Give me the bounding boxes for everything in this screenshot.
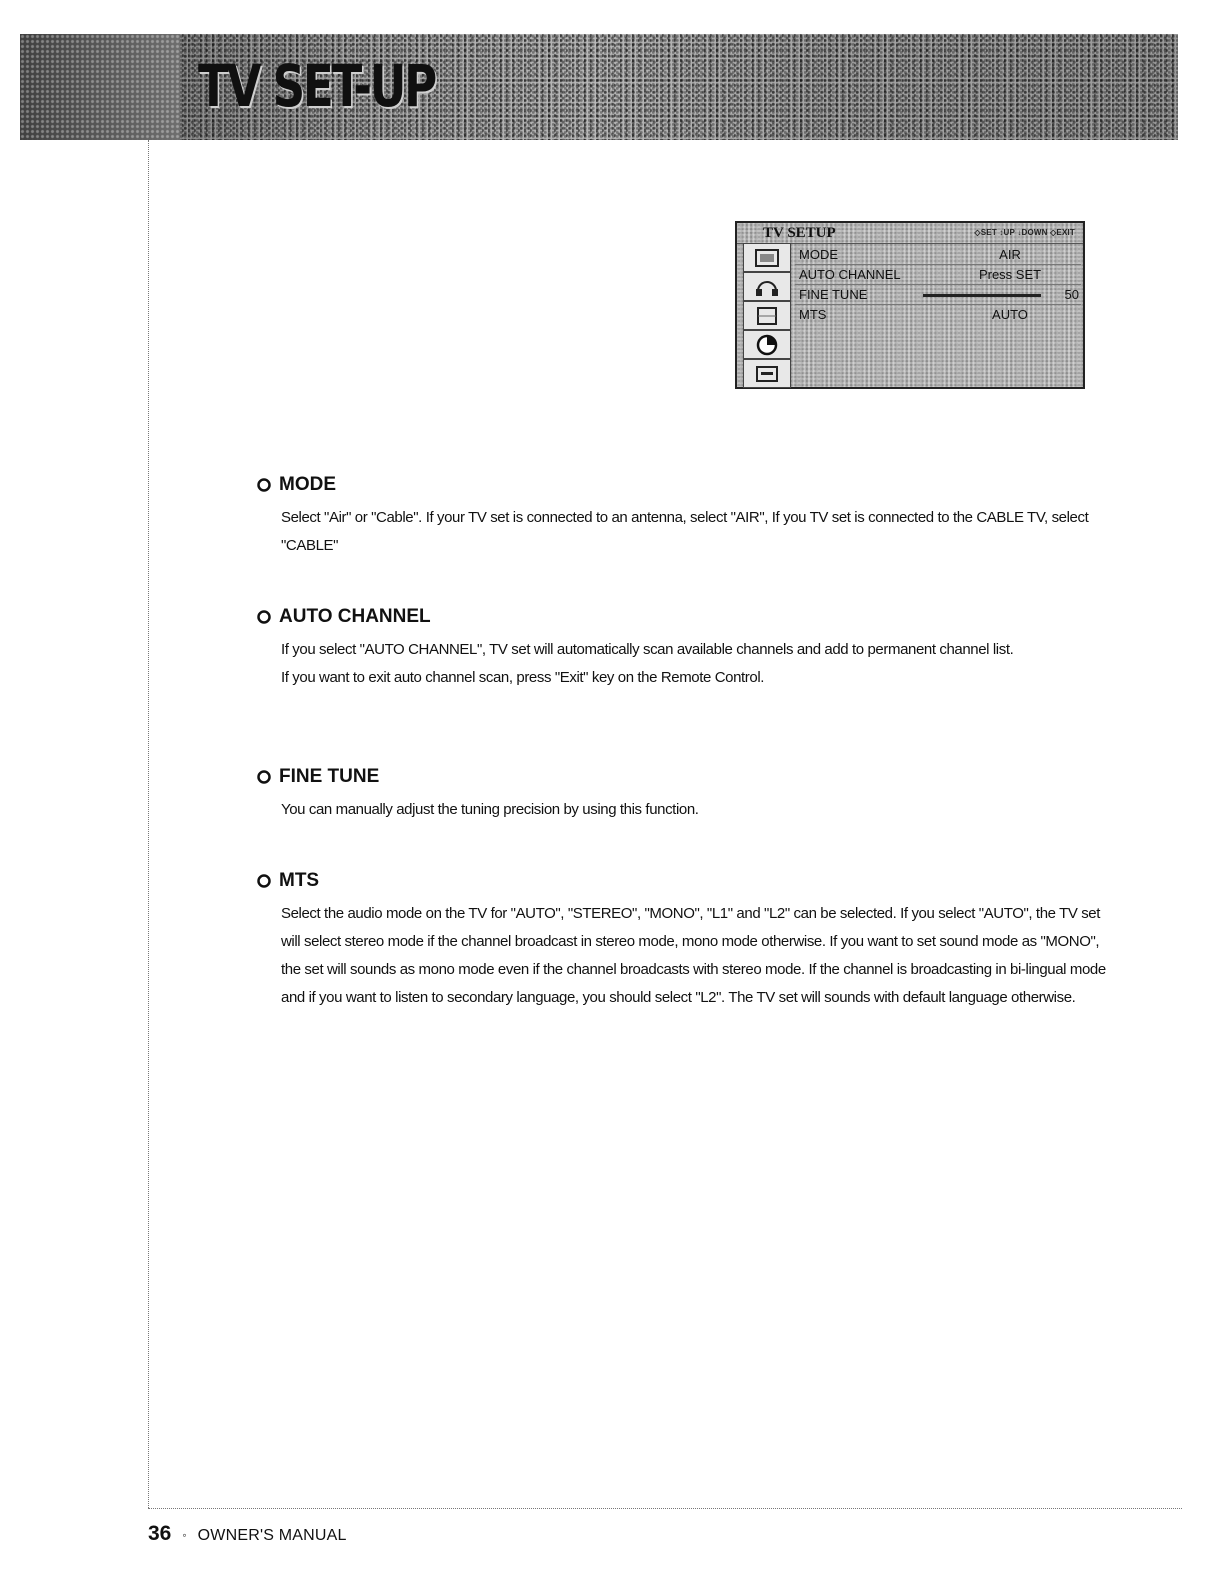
osd-row-mode [795,245,1081,265]
osd-title: TV SETUP [763,225,836,241]
osd-row-label: AUTO CHANNEL [799,267,901,282]
headphone-icon [743,272,791,301]
margin-rule-vertical [148,140,149,1508]
input-icon [743,359,791,388]
page-footer [148,1522,347,1546]
section-paragraph: Select "Air" or "Cable". If your TV set is connected to an antenna, select "AIR", If you TV set is connected to the CABLE TV, select "CABLE" [281,509,1089,554]
section-heading [257,870,1117,892]
section-mts [257,870,1117,1012]
osd-row-value: AUTO [992,307,1028,322]
osd-row-fine-tune [795,285,1081,305]
osd-key-hint: ◇SET ↕UP ↓DOWN ◇EXIT [974,228,1075,237]
tv-setup-osd-menu [735,221,1085,389]
osd-row-auto-channel [795,265,1081,285]
section-fine-tune [257,766,1117,824]
footer-label: OWNER'S MANUAL [197,1527,347,1544]
page-number: 36 [148,1522,172,1545]
osd-row-label: FINE TUNE [799,287,868,302]
osd-header [737,223,1083,244]
osd-row-value: 50 [1064,287,1079,302]
banner-texture [20,34,180,140]
section-body [281,796,1117,824]
section-paragraph: You can manually adjust the tuning precision by using this function. [281,801,699,818]
bullet-icon [257,874,271,888]
fine-tune-slider [923,294,1041,297]
section-paragraph: If you select "AUTO CHANNEL", TV set will automatically scan available channels and add to permanent channel list. [281,641,1014,658]
section-body [281,900,1117,1012]
section-heading-text: AUTO CHANNEL [279,606,431,627]
section-auto-channel [257,606,1117,692]
antenna-icon [743,243,791,272]
section-paragraph: Select the audio mode on the TV for "AUTO", "STEREO", "MONO", "L1" and "L2" can be selected. If you select "AUTO", the TV set will select stereo mode if the channel broadcast in stereo mode, mono mode otherwise. If you want to set sound mode as "MONO", the set will sounds as mono mode even if the channel broadcasts with stereo mode. If the channel is broadcasting in bi-lingual mode and if you want to listen to secondary language, you should select "L2". The TV set will sounds with default language otherwise. [281,905,1106,1006]
section-heading-text: MTS [279,870,320,891]
section-body [281,636,1117,692]
footer-bullet-icon: ◦ [182,1528,187,1543]
screen-icon [743,301,791,330]
bullet-icon [257,610,271,624]
bullet-icon [257,478,271,492]
osd-row-label: MODE [799,247,838,262]
section-heading [257,766,1117,788]
osd-row-label: MTS [799,307,827,322]
clock-icon [743,330,791,359]
section-paragraph: If you want to exit auto channel scan, press "Exit" key on the Remote Control. [281,669,765,686]
margin-rule-horizontal [148,1508,1182,1509]
section-heading [257,606,1117,628]
header-banner [20,34,1178,140]
section-body [281,504,1117,560]
bullet-icon [257,770,271,784]
section-heading-text: MODE [279,474,336,495]
section-heading-text: FINE TUNE [279,766,380,787]
osd-row-value: AIR [999,247,1021,262]
osd-row-value: Press SET [978,267,1042,282]
section-mode [257,474,1117,560]
osd-row-mts [795,305,1081,324]
section-heading [257,474,1117,496]
page-title: TV SET-UP [198,52,435,120]
osd-icon-column [743,243,791,387]
